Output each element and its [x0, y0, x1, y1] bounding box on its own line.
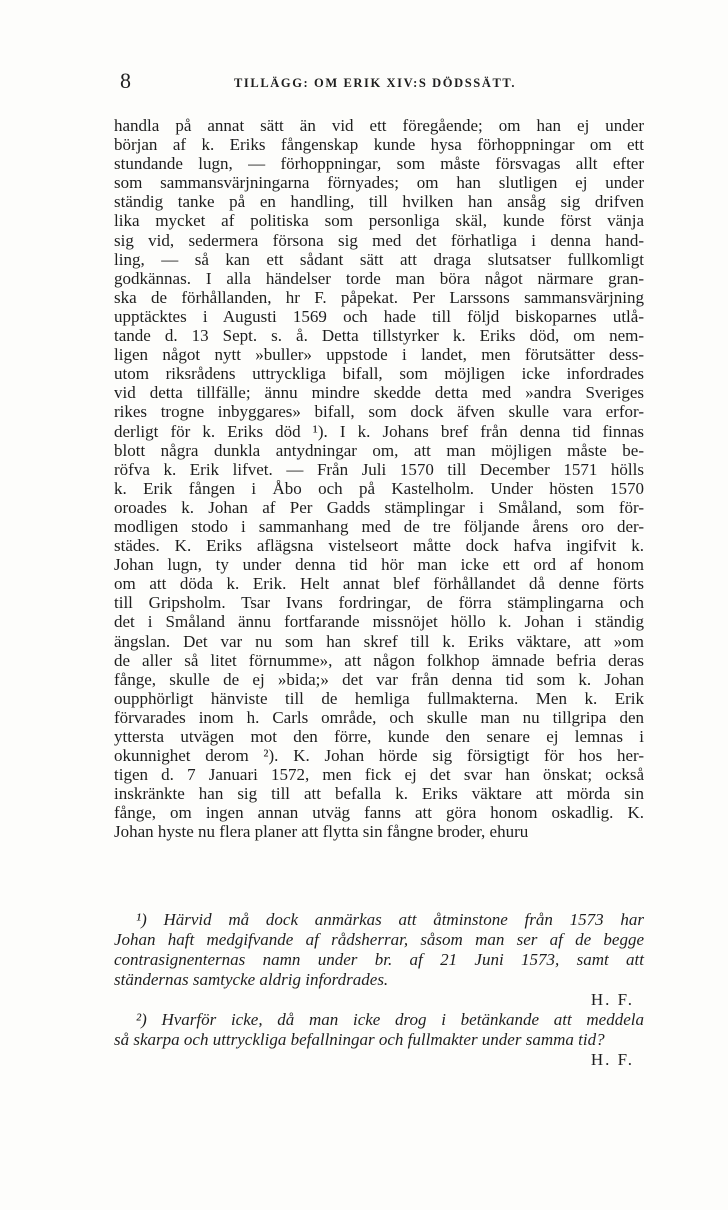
body-line: yttersta utvägen mot den förre, kunde den senare ej lemnas i	[114, 727, 644, 746]
footnote-line: contrasignenternas namn under br. af 21 Juni 1573, samt att	[114, 950, 644, 969]
body-line: de aller så litet förnumme», att någon folkhop ämnade befria deras	[114, 650, 644, 670]
body-text	[114, 116, 644, 842]
body-line: tande d. 13 Sept. s. å. Detta tillstyrker k. Eriks död, om nem-	[114, 326, 644, 346]
footnote-line: så skarpa och uttryckliga befallningar och fullmakter under samma tid?	[114, 1030, 605, 1049]
body-line: derligt för k. Eriks död ¹). I k. Johans bref från denna tid finnas	[114, 421, 644, 441]
body-line: röfva k. Erik lifvet. — Från Juli 1570 till December 1571 hölls	[114, 459, 644, 479]
body-line: början af k. Eriks fångenskap kunde hysa förhoppningar om ett	[114, 135, 644, 155]
body-line: rikes trogne inbyggares» bifall, som dock äfven skulle vara erfor-	[114, 402, 644, 422]
body-line: blott några dunkla antydningar om, att man möjligen måste be-	[114, 440, 644, 460]
footnote-2	[114, 1010, 644, 1070]
body-line: Johan hyste nu flera planer att flytta sin fångne broder, ehuru	[114, 822, 529, 842]
body-line: vid detta tillfälle; ännu mindre skedde detta med »andra Sveriges	[114, 383, 644, 403]
footnote-1	[114, 910, 644, 1010]
body-line: förvarades inom h. Carls område, och skulle man nu tillgripa den	[114, 707, 644, 727]
body-line: inskränkte han sig till att befalla k. Eriks väktare att mörda sin	[114, 784, 644, 804]
page-number: 8	[120, 68, 131, 93]
body-line: modligen stodo i sammanhang med de tre följande årens oro der-	[114, 516, 644, 536]
body-line: städes. K. Eriks aflägsna vistelseort måtte dock hafva ingifvit k.	[114, 536, 644, 556]
body-line: ängslan. Det var nu som han skref till k. Eriks väktare, att »om	[114, 631, 644, 651]
body-line: ligen något nytt »buller» uppstode i landet, men förutsätter dess-	[114, 345, 644, 365]
body-line: om att döda k. Erik. Helt annat blef förhållandet då denne förts	[114, 574, 644, 594]
footnote-line: Johan haft medgifvande af rådsherrar, såsom man ser af de begge	[114, 930, 644, 949]
body-line: ling, — så kan ett sådant sätt att draga slutsatser fullkomligt	[114, 249, 644, 269]
body-line: okunnighet derom ²). K. Johan hörde sig försigtigt för hos her-	[114, 746, 644, 766]
running-head: TILLÄGG: OM ERIK XIV:S DÖDSSÄTT.	[234, 76, 517, 90]
body-line: utom riksrådens uttryckliga bifall, som möjligen icke infordrades	[114, 364, 644, 384]
footnote-line: ²) Hvarför icke, då man icke drog i betänkande att meddela	[136, 1010, 644, 1029]
footnote-signature: H. F.	[590, 1050, 634, 1069]
body-line: som sammansvärjningarna förnyades; om han slutligen ej under	[114, 173, 644, 193]
body-line: ska de förhållanden, hr F. påpekat. Per Larssons sammansvärjning	[114, 287, 644, 307]
body-line: Johan lugn, ty under denna tid hör man icke ett ord af honom	[114, 555, 644, 575]
body-line: det i Småland ännu fortfarande missnöjet höllo k. Johan i ständig	[114, 612, 644, 632]
footnote-line: ständernas samtycke aldrig infordrades.	[114, 970, 389, 989]
body-line: stundande lugn, — förhoppningar, som måste försvagas allt efter	[114, 154, 644, 174]
footnote-signature: H. F.	[590, 990, 634, 1009]
body-line: tigen d. 7 Januari 1572, men fick ej det svar han önskat; också	[114, 765, 644, 785]
body-line: godkännas. I alla händelser torde man böra något närmare gran-	[114, 268, 644, 288]
body-line: k. Erik fången i Åbo och på Kastelholm. Under hösten 1570	[114, 478, 644, 498]
body-line: ständig tanke på en handling, till hvilken han ansåg sig drifven	[114, 192, 644, 212]
body-line: fånge, skulle de ej »bida;» det var från denna tid som k. Johan	[114, 669, 644, 689]
body-line: upptäcktes i Augusti 1569 och hade till följd biskoparnes utlå-	[114, 306, 644, 326]
body-line: handla på annat sätt än vid ett föregående; om han ej under	[114, 116, 644, 135]
body-line: sig vid, sedermera försona sig med det förhatliga i denna hand-	[114, 230, 644, 250]
footnotes	[114, 910, 644, 1070]
body-line: oupphörligt hänviste till de hemliga fullmakterna. Men k. Erik	[114, 688, 644, 708]
body-line: oroades k. Johan af Per Gadds stämplingar i Småland, som för-	[114, 497, 644, 517]
footnote-line: ¹) Härvid må dock anmärkas att åtminstone från 1573 har	[136, 910, 644, 929]
body-line: lika mycket af politiska som personliga skäl, kunde först vänja	[114, 211, 644, 231]
page-header	[116, 68, 640, 94]
body-line: till Gripsholm. Tsar Ivans fordringar, de förra stämplingarna och	[114, 593, 644, 613]
body-line: fånge, om ingen annan utväg fanns att göra honom oskadlig. K.	[114, 803, 644, 823]
